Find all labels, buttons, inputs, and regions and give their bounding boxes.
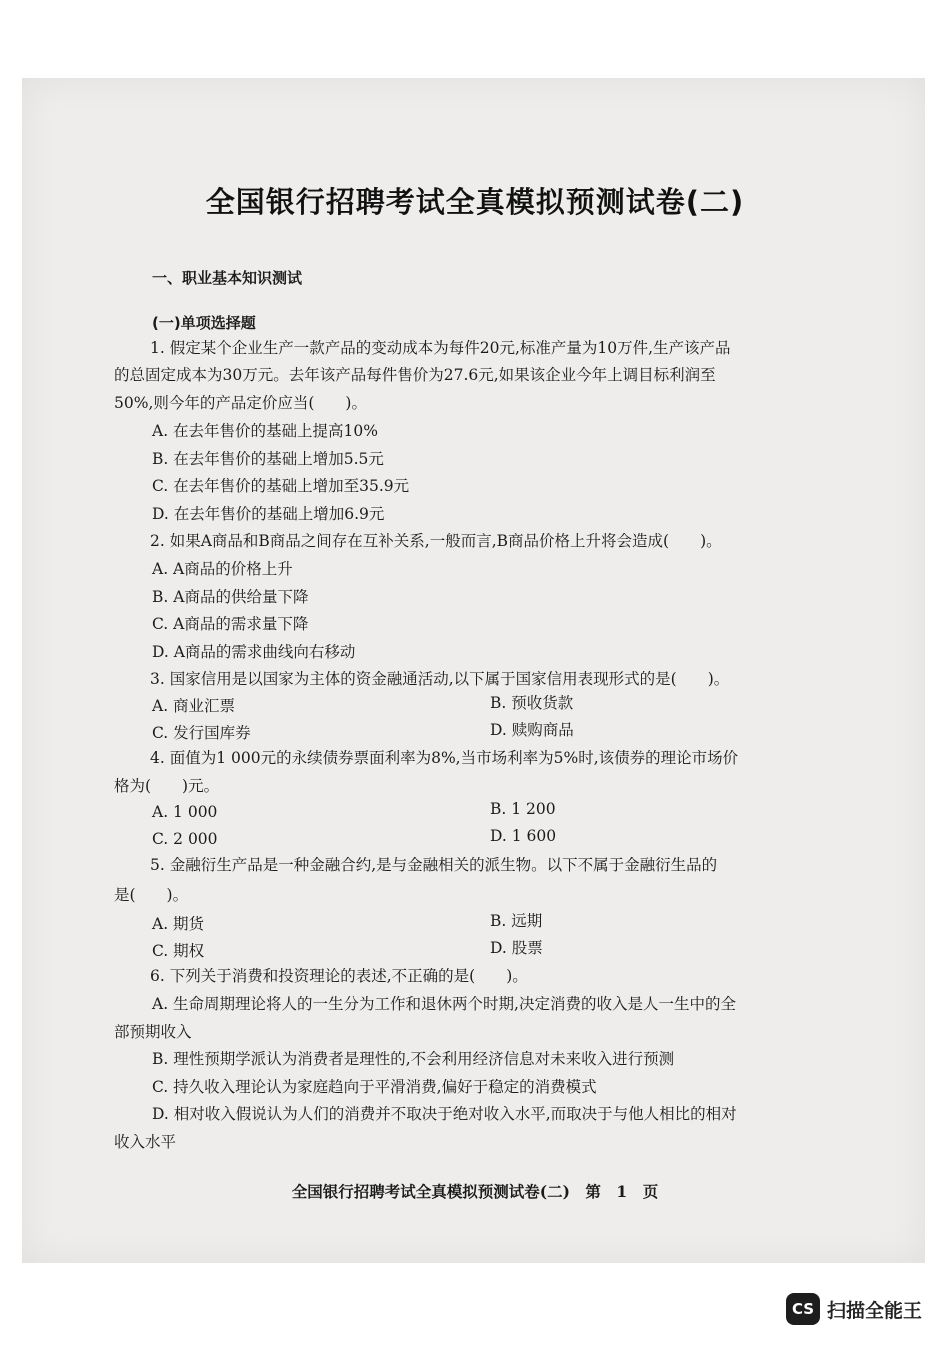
question-1-option-d: D. 在去年售价的基础上增加6.9元 bbox=[152, 505, 385, 523]
question-6-option-d: 收入水平 bbox=[114, 1133, 177, 1151]
question-1-stem: 1. 假定某个企业生产一款产品的变动成本为每件20元,标准产量为10万件,生产该产品 bbox=[150, 339, 731, 357]
question-2-option-c: C. A商品的需求量下降 bbox=[152, 615, 309, 633]
page-title: 全国银行招聘考试全真模拟预测试卷(二) bbox=[205, 185, 745, 219]
question-4-option-c: C. 2 000 bbox=[152, 830, 218, 848]
question-4-option-b: B. 1 200 bbox=[490, 800, 556, 818]
question-4-stem: 格为( )元。 bbox=[114, 777, 220, 795]
question-5-stem: 是( )。 bbox=[114, 886, 189, 904]
question-2-option-b: B. A商品的供给量下降 bbox=[152, 588, 309, 606]
question-4-stem: 4. 面值为1 000元的永续债券票面利率为8%,当市场利率为5%时,该债券的理论市场价 bbox=[150, 749, 739, 767]
question-1-stem: 的总固定成本为30万元。去年该产品每件售价为27.6元,如果该企业今年上调目标利润至 bbox=[114, 366, 716, 384]
question-1-stem: 50%,则今年的产品定价应当( )。 bbox=[114, 394, 367, 412]
question-5-stem: 5. 金融衍生产品是一种金融合约,是与金融相关的派生物。以下不属于金融衍生品的 bbox=[150, 856, 718, 874]
question-5-option-d: D. 股票 bbox=[490, 939, 543, 957]
question-6-option-b: B. 理性预期学派认为消费者是理性的,不会利用经济信息对未来收入进行预测 bbox=[152, 1050, 675, 1068]
question-4-option-a: A. 1 000 bbox=[152, 803, 218, 821]
question-6-option-a: 部预期收入 bbox=[114, 1023, 192, 1041]
question-3-option-a: A. 商业汇票 bbox=[152, 697, 236, 715]
page-footer: 全国银行招聘考试全真模拟预测试卷(二) 第 1 页 bbox=[291, 1182, 659, 1201]
camscanner-logo-icon: CS bbox=[786, 1293, 820, 1325]
question-3-option-b: B. 预收货款 bbox=[490, 694, 574, 712]
question-3-stem: 3. 国家信用是以国家为主体的资金融通活动,以下属于国家信用表现形式的是( )。 bbox=[150, 670, 730, 688]
question-5-option-a: A. 期货 bbox=[152, 915, 205, 933]
question-2-option-a: A. A商品的价格上升 bbox=[152, 560, 293, 578]
question-1-option-b: B. 在去年售价的基础上增加5.5元 bbox=[152, 450, 384, 468]
section-title: 一、职业基本知识测试 bbox=[152, 269, 303, 287]
question-6-option-d: D. 相对收入假说认为人们的消费并不取决于绝对收入水平,而取决于与他人相比的相对 bbox=[152, 1105, 737, 1123]
question-2-option-d: D. A商品的需求曲线向右移动 bbox=[152, 643, 356, 661]
question-3-option-d: D. 赎购商品 bbox=[490, 721, 574, 739]
camscanner-text: 扫描全能王 bbox=[827, 1299, 923, 1322]
question-2-stem: 2. 如果A商品和B商品之间存在互补关系,一般而言,B商品价格上升将会造成( )。 bbox=[150, 532, 722, 550]
question-5-option-c: C. 期权 bbox=[152, 942, 205, 960]
question-6-option-a: A. 生命周期理论将人的一生分为工作和退休两个时期,决定消费的收入是人一生中的全 bbox=[152, 995, 736, 1013]
question-4-option-d: D. 1 600 bbox=[490, 827, 557, 845]
question-6-stem: 6. 下列关于消费和投资理论的表述,不正确的是( )。 bbox=[150, 967, 528, 985]
question-6-option-c: C. 持久收入理论认为家庭趋向于平滑消费,偏好于稳定的消费模式 bbox=[152, 1078, 597, 1096]
question-5-option-b: B. 远期 bbox=[490, 912, 543, 930]
question-1-option-c: C. 在去年售价的基础上增加至35.9元 bbox=[152, 477, 410, 495]
subsection-title: (一)单项选择题 bbox=[152, 314, 256, 332]
question-1-option-a: A. 在去年售价的基础上提高10% bbox=[152, 422, 378, 440]
question-3-option-c: C. 发行国库券 bbox=[152, 724, 251, 742]
camscanner-watermark bbox=[786, 1292, 922, 1326]
